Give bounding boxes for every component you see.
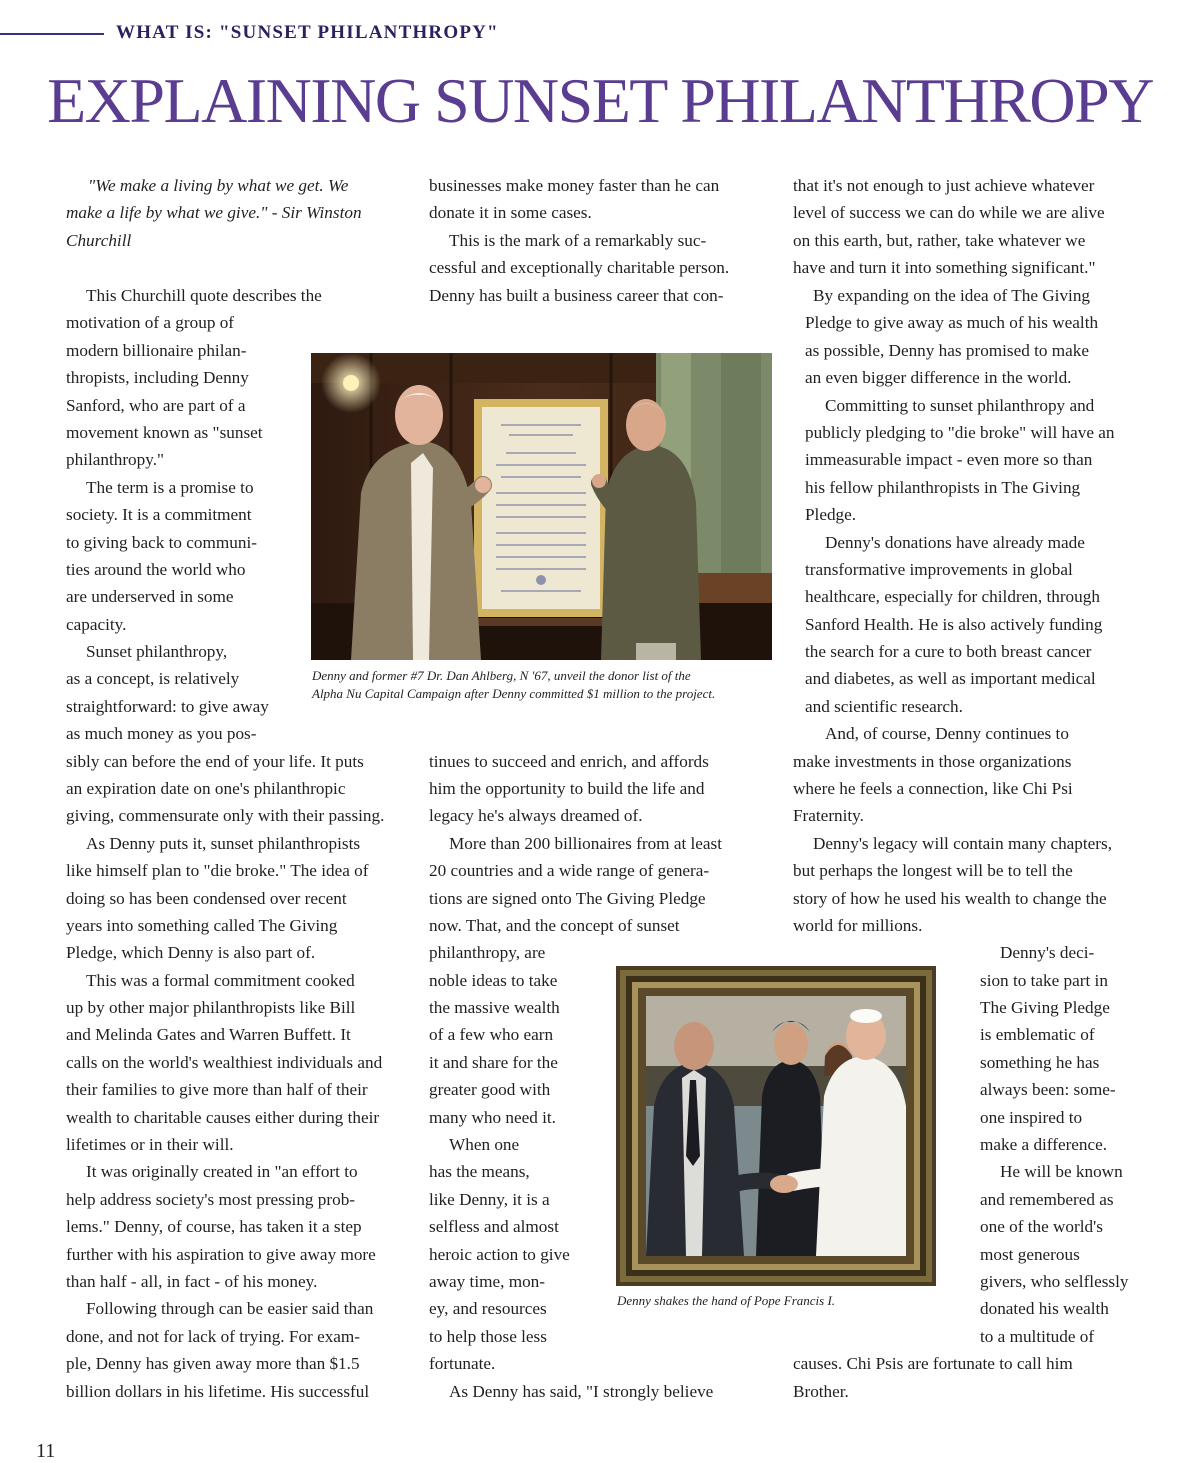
body-line: make investments in those organizations — [793, 752, 1072, 771]
body-line: movement known as "sunset — [66, 423, 263, 442]
body-line: transformative improvements in global — [805, 560, 1073, 579]
page-number: 11 — [36, 1440, 56, 1462]
body-line: tions are signed onto The Giving Pledge — [429, 889, 706, 908]
body-line: world for millions. — [793, 916, 923, 935]
body-line: heroic action to give — [429, 1245, 570, 1264]
body-line: and scientific research. — [805, 697, 963, 716]
body-line: Sanford, who are part of a — [66, 396, 246, 415]
body-line: that it's not enough to just achieve whatever — [793, 176, 1095, 195]
body-line: on this earth, but, rather, take whatever we — [793, 231, 1086, 250]
body-line: Denny has built a business career that con- — [429, 286, 724, 305]
body-line: but perhaps the longest will be to tell the — [793, 861, 1073, 880]
body-line: have and turn it into something significant." — [793, 258, 1096, 277]
body-line: the massive wealth — [429, 998, 560, 1017]
body-line: to a multitude of — [980, 1327, 1095, 1346]
photo-caption: Alpha Nu Capital Campaign after Denny committed $1 million to the project. — [312, 686, 716, 701]
body-line: one inspired to — [980, 1108, 1083, 1127]
body-line: as possible, Denny has promised to make — [805, 341, 1090, 360]
body-line: It was originally created in "an effort to — [86, 1162, 358, 1181]
body-line: as a concept, is relatively — [66, 669, 240, 688]
body-line: healthcare, especially for children, through — [805, 587, 1100, 606]
body-line: many who need it. — [429, 1108, 556, 1127]
body-line: like Denny, it is a — [429, 1190, 550, 1209]
body-line: away time, mon- — [429, 1272, 545, 1291]
body-line: publicly pledging to "die broke" will have an — [805, 423, 1115, 442]
body-line: of a few who earn — [429, 1025, 554, 1044]
body-line: and diabetes, as well as important medical — [805, 669, 1096, 688]
body-line: him the opportunity to build the life and — [429, 779, 705, 798]
quote-line: "We make a living by what we get. We — [88, 176, 349, 195]
body-line: causes. Chi Psis are fortunate to call him — [793, 1354, 1073, 1373]
quote-line: make a life by what we give." - Sir Winston — [66, 203, 362, 222]
body-line: Pledge, which Denny is also part of. — [66, 943, 316, 962]
body-line: as much money as you pos- — [66, 724, 257, 743]
body-line: donated his wealth — [980, 1299, 1109, 1318]
body-line: has the means, — [429, 1162, 530, 1181]
body-line: an even bigger difference in the world. — [805, 368, 1072, 387]
body-line: Sanford Health. He is also actively funding — [805, 615, 1103, 634]
body-line: cessful and exceptionally charitable person. — [429, 258, 730, 277]
body-line: one of the world's — [980, 1217, 1103, 1236]
body-line: And, of course, Denny continues to — [825, 724, 1069, 743]
body-line: modern billionaire philan- — [66, 341, 247, 360]
body-line: the search for a cure to both breast cancer — [805, 642, 1092, 661]
pope-handshake-photo — [616, 966, 936, 1286]
pope-handshake-image — [616, 966, 936, 1286]
body-line: and remembered as — [980, 1190, 1114, 1209]
body-line: More than 200 billionaires from at least — [449, 834, 723, 853]
body-line: businesses make money faster than he can — [429, 176, 720, 195]
body-line: As Denny puts it, sunset philanthropists — [86, 834, 361, 853]
body-line: When one — [449, 1135, 520, 1154]
body-line: philanthropy, are — [429, 943, 546, 962]
body-line: tinues to succeed and enrich, and affords — [429, 752, 709, 771]
body-line: lems." Denny, of course, has taken it a step — [66, 1217, 362, 1236]
body-line: givers, who selflessly — [980, 1272, 1129, 1291]
body-line: always been: some- — [980, 1080, 1116, 1099]
body-line: Denny's deci- — [1000, 943, 1095, 962]
body-line: level of success we can do while we are alive — [793, 203, 1105, 222]
body-line: an expiration date on one's philanthropic — [66, 779, 346, 798]
body-line: Fraternity. — [793, 806, 864, 825]
body-line: done, and not for lack of trying. For exam- — [66, 1327, 361, 1346]
body-line: As Denny has said, "I strongly believe — [449, 1382, 714, 1401]
body-line: fortunate. — [429, 1354, 496, 1373]
body-line: Pledge. — [805, 505, 857, 524]
body-line: something he has — [980, 1053, 1100, 1072]
body-line: ple, Denny has given away more than $1.5 — [66, 1354, 360, 1373]
body-line: selfless and almost — [429, 1217, 559, 1236]
body-line: immeasurable impact - even more so than — [805, 450, 1093, 469]
body-line: his fellow philanthropists in The Giving — [805, 478, 1081, 497]
body-line: is emblematic of — [980, 1025, 1095, 1044]
body-line: up by other major philanthropists like Bill — [66, 998, 356, 1017]
body-line: Sunset philanthropy, — [86, 642, 228, 661]
section-kicker: WHAT IS: "SUNSET PHILANTHROPY" — [116, 22, 499, 43]
plaque-unveiling-photo — [311, 353, 772, 660]
body-line: billion dollars in his lifetime. His successful — [66, 1382, 370, 1401]
body-line: noble ideas to take — [429, 971, 558, 990]
body-line: it and share for the — [429, 1053, 558, 1072]
body-line: than half - all, in fact - of his money. — [66, 1272, 318, 1291]
photo-caption: Denny and former #7 Dr. Dan Ahlberg, N '67, unveil the donor list of the — [312, 668, 691, 683]
body-line: philanthropy." — [66, 450, 165, 469]
body-line: like himself plan to "die broke." The idea of — [66, 861, 369, 880]
body-line: thropists, including Denny — [66, 368, 249, 387]
body-line: This is the mark of a remarkably suc- — [449, 231, 707, 250]
body-line: are underserved in some — [66, 587, 234, 606]
kicker-rule — [0, 33, 104, 35]
body-line: story of how he used his wealth to change the — [793, 889, 1107, 908]
body-line: to help those less — [429, 1327, 547, 1346]
body-line: Denny's legacy will contain many chapters, — [813, 834, 1113, 853]
body-line: most generous — [980, 1245, 1080, 1264]
body-line: Following through can be easier said than — [86, 1299, 374, 1318]
body-line: ey, and resources — [429, 1299, 547, 1318]
body-line: Committing to sunset philanthropy and — [825, 396, 1095, 415]
body-line: make a difference. — [980, 1135, 1108, 1154]
body-line: capacity. — [66, 615, 127, 634]
photo-caption: Denny shakes the hand of Pope Francis I. — [617, 1293, 836, 1308]
plaque-unveiling-image — [311, 353, 772, 660]
body-line: legacy he's always dreamed of. — [429, 806, 643, 825]
body-line: further with his aspiration to give away more — [66, 1245, 376, 1264]
body-line: Pledge to give away as much of his wealth — [805, 313, 1099, 332]
body-line: The term is a promise to — [86, 478, 254, 497]
body-line: sibly can before the end of your life. It puts — [66, 752, 364, 771]
body-line: Brother. — [793, 1382, 849, 1401]
body-line: By expanding on the idea of The Giving — [813, 286, 1091, 305]
body-line: This was a formal commitment cooked — [86, 971, 355, 990]
body-line: greater good with — [429, 1080, 551, 1099]
body-line: years into something called The Giving — [66, 916, 338, 935]
body-line: He will be known — [1000, 1162, 1123, 1181]
body-line: doing so has been condensed over recent — [66, 889, 347, 908]
body-line: motivation of a group of — [66, 313, 235, 332]
body-line: calls on the world's wealthiest individuals and — [66, 1053, 383, 1072]
body-line: Denny's donations have already made — [825, 533, 1085, 552]
body-line: their families to give more than half of their — [66, 1080, 368, 1099]
body-line: 20 countries and a wide range of genera- — [429, 861, 710, 880]
body-line: This Churchill quote describes the — [86, 286, 322, 305]
body-line: now. That, and the concept of sunset — [429, 916, 680, 935]
body-line: lifetimes or in their will. — [66, 1135, 234, 1154]
body-line: straightforward: to give away — [66, 697, 269, 716]
body-line: to giving back to communi- — [66, 533, 257, 552]
body-line: sion to take part in — [980, 971, 1108, 990]
body-line: giving, commensurate only with their passing. — [66, 806, 385, 825]
body-line: The Giving Pledge — [980, 998, 1110, 1017]
page-headline: EXPLAINING SUNSET PHILANTHROPY — [47, 65, 1153, 136]
body-line: where he feels a connection, like Chi Psi — [793, 779, 1073, 798]
body-line: donate it in some cases. — [429, 203, 592, 222]
body-line: help address society's most pressing prob- — [66, 1190, 356, 1209]
quote-line: Churchill — [66, 231, 132, 250]
body-line: wealth to charitable causes either during their — [66, 1108, 380, 1127]
body-line: society. It is a commitment — [66, 505, 252, 524]
body-line: and Melinda Gates and Warren Buffett. It — [66, 1025, 351, 1044]
body-line: ties around the world who — [66, 560, 246, 579]
